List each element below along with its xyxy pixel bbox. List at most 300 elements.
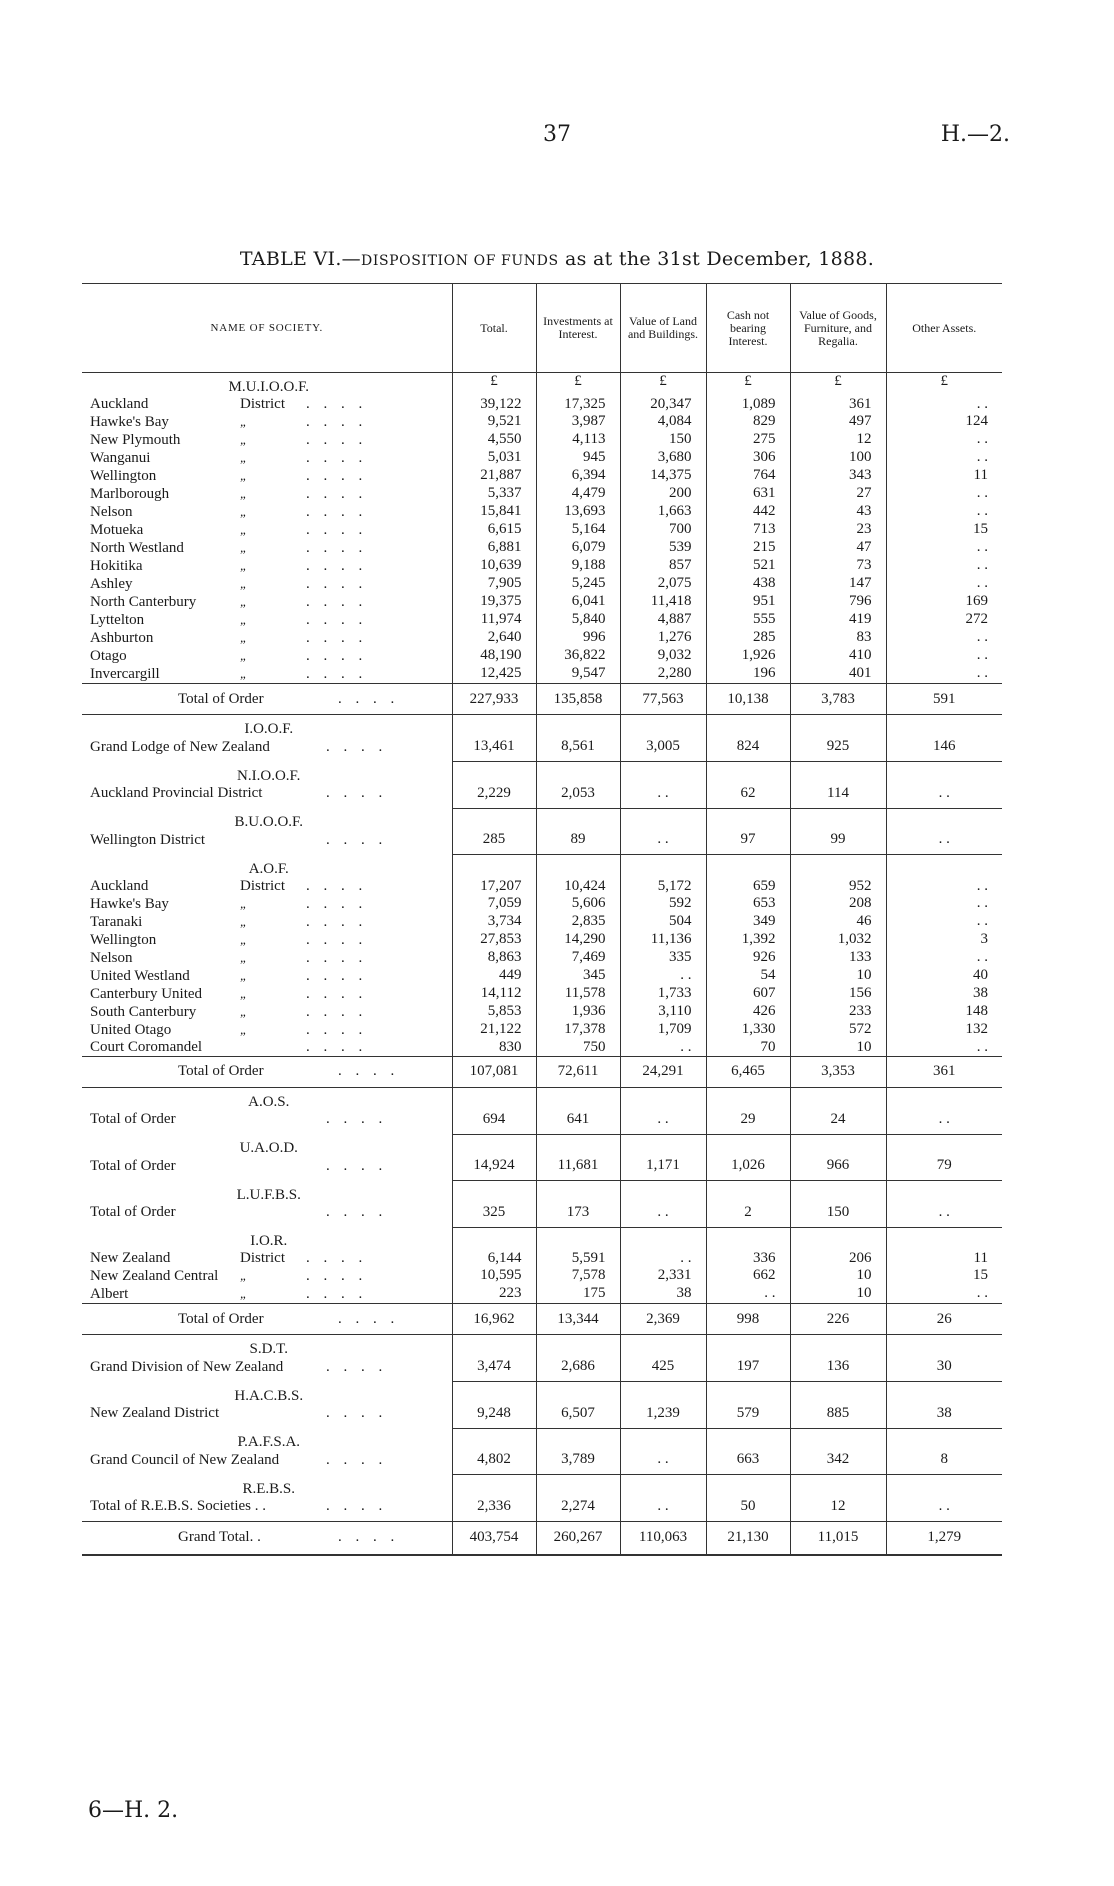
table-row [82, 485, 1002, 503]
society-name: Motueka [90, 522, 144, 538]
ditto-mark: „ [240, 540, 248, 555]
ditto-mark: „ [240, 522, 248, 537]
total-cell: 6,881 [452, 539, 536, 557]
other-cell: 3 [886, 931, 1002, 949]
total-cell: 5,853 [452, 1003, 536, 1021]
goods-cell: 208 [790, 895, 886, 913]
land-cell: 14,375 [620, 467, 706, 485]
table-row [82, 985, 1002, 1003]
total-cell: 403,754 [452, 1521, 536, 1555]
society-name-cell [82, 485, 452, 503]
leader-dots: . . . . [306, 985, 368, 1002]
leader-dots: . . . . [326, 1111, 388, 1127]
society-name-cell [82, 521, 452, 539]
society-name-cell [82, 1021, 452, 1039]
empty-cell [706, 808, 790, 831]
leader-dots: . . . . [306, 967, 368, 984]
cash-cell: 285 [706, 629, 790, 647]
goods-cell: 401 [790, 665, 886, 684]
leader-dots: . . . . [338, 1310, 400, 1327]
other-cell: . . [886, 539, 1002, 557]
total-cell: 5,337 [452, 485, 536, 503]
society-name-wrapper [90, 1359, 448, 1376]
land-cell: 110,063 [620, 1521, 706, 1555]
empty-cell [536, 808, 620, 831]
goods-cell: 47 [790, 539, 886, 557]
society-name-cell [82, 931, 452, 949]
empty-cell [886, 1428, 1002, 1451]
investments-cell: 5,164 [536, 521, 620, 539]
table-row [82, 1039, 1002, 1057]
investments-cell: 750 [536, 1039, 620, 1057]
total-label-cell [82, 1056, 452, 1087]
empty-cell [452, 1134, 536, 1157]
currency-unit: £ [452, 373, 536, 397]
cash-cell: 659 [706, 878, 790, 895]
society-name-cell [82, 557, 452, 575]
total-cell: 13,461 [452, 738, 536, 762]
table-row [82, 521, 1002, 539]
total-label-wrapper [178, 691, 448, 708]
empty-cell [536, 1335, 620, 1359]
investments-cell: 345 [536, 967, 620, 985]
investments-cell: 1,936 [536, 1003, 620, 1021]
single-society-row [82, 1405, 1002, 1429]
table-row [82, 1021, 1002, 1039]
society-name: Wellington [90, 931, 157, 948]
empty-cell [706, 762, 790, 785]
order-heading-row [82, 1428, 1002, 1451]
cash-cell: 764 [706, 467, 790, 485]
society-name-wrapper [90, 629, 448, 647]
total-cell: 2,640 [452, 629, 536, 647]
society-name-cell [82, 1204, 452, 1228]
empty-cell [452, 1475, 536, 1498]
order-name: P.A.F.S.A. [237, 1434, 301, 1450]
goods-cell: 796 [790, 593, 886, 611]
society-name: Wellington District [90, 831, 206, 848]
society-name-wrapper [90, 1111, 448, 1128]
order-heading-row [82, 808, 1002, 831]
society-name-cell [82, 593, 452, 611]
col-header-land: Value of Land and Buildings. [620, 284, 706, 373]
cash-cell: 275 [706, 431, 790, 449]
empty-cell [536, 1475, 620, 1498]
leader-dots: . . . . [306, 540, 368, 556]
land-cell: 857 [620, 557, 706, 575]
cash-cell: 336 [706, 1250, 790, 1267]
society-name: Hawke's Bay [90, 414, 169, 430]
ditto-mark: „ [240, 1268, 248, 1283]
total-cell: 830 [452, 1039, 536, 1057]
land-cell: 2,280 [620, 665, 706, 684]
table-row [82, 413, 1002, 431]
single-society-row [82, 1111, 1002, 1135]
total-label: Total of Order [178, 690, 264, 707]
society-name-wrapper [90, 1405, 448, 1422]
empty-cell [706, 1382, 790, 1405]
empty-cell [536, 1087, 620, 1111]
ditto-mark: „ [240, 985, 248, 1001]
goods-cell: 885 [790, 1405, 886, 1429]
order-heading-row [82, 1087, 1002, 1111]
empty-cell [536, 1181, 620, 1204]
empty-cell [790, 1087, 886, 1111]
goods-cell: 24 [790, 1111, 886, 1135]
investments-cell: 11,578 [536, 985, 620, 1003]
leader-dots: . . . . [306, 486, 368, 502]
goods-cell: 150 [790, 1204, 886, 1228]
leader-dots: . . . . [306, 931, 368, 948]
investments-cell: 5,606 [536, 895, 620, 913]
total-cell: 4,550 [452, 431, 536, 449]
total-of-order-row [82, 684, 1002, 715]
col-header-name: NAME OF SOCIETY. [82, 284, 452, 373]
goods-cell: 1,032 [790, 931, 886, 949]
land-cell: 335 [620, 949, 706, 967]
total-cell: 8,863 [452, 949, 536, 967]
land-cell: 9,032 [620, 647, 706, 665]
order-name: A.O.F. [248, 860, 289, 877]
leader-dots: . . . . [306, 594, 368, 610]
empty-cell [620, 1475, 706, 1498]
land-cell: 1,239 [620, 1405, 706, 1429]
leader-dots: . . . . [306, 913, 368, 930]
society-name-cell [82, 1111, 452, 1135]
society-name: Auckland [90, 396, 149, 412]
total-cell: 3,474 [452, 1358, 536, 1382]
goods-cell: 233 [790, 1003, 886, 1021]
cash-cell: 2 [706, 1204, 790, 1228]
empty-cell [536, 855, 620, 878]
col-header-investments: Investments at Interest. [536, 284, 620, 373]
other-cell: 169 [886, 593, 1002, 611]
total-cell: 9,521 [452, 413, 536, 431]
leader-dots: . . . . [338, 690, 400, 707]
ditto-mark: „ [240, 1286, 248, 1301]
leader-dots: . . . . [326, 1497, 388, 1514]
goods-cell: 27 [790, 485, 886, 503]
land-cell: . . [620, 1250, 706, 1267]
leader-dots: . . . . [306, 877, 368, 894]
society-name-wrapper [90, 895, 448, 913]
cash-cell: 197 [706, 1358, 790, 1382]
society-name: Canterbury United [90, 985, 203, 1002]
order-name: U.A.O.D. [239, 1140, 298, 1156]
society-name: Grand Lodge of New Zealand [90, 738, 270, 755]
header-row [82, 284, 1002, 373]
empty-cell [620, 1227, 706, 1250]
other-cell: 272 [886, 611, 1002, 629]
table-title [0, 248, 1114, 270]
society-name: Nelson [90, 504, 133, 520]
society-name-wrapper [90, 1452, 448, 1469]
society-name-cell [82, 1405, 452, 1429]
society-name: South Canterbury [90, 1003, 197, 1020]
land-cell: 20,347 [620, 396, 706, 413]
leader-dots: . . . . [306, 432, 368, 448]
cash-cell: 926 [706, 949, 790, 967]
goods-cell: 410 [790, 647, 886, 665]
land-cell: 539 [620, 539, 706, 557]
society-name-cell [82, 913, 452, 931]
total-cell: 14,924 [452, 1157, 536, 1181]
empty-cell [620, 762, 706, 785]
society-name-cell [82, 895, 452, 913]
society-name: Total of Order [90, 1111, 176, 1127]
land-cell: 4,084 [620, 413, 706, 431]
total-cell: 6,615 [452, 521, 536, 539]
leader-dots: . . . . [306, 1250, 368, 1266]
cash-cell: 607 [706, 985, 790, 1003]
land-cell: 504 [620, 913, 706, 931]
goods-cell: 925 [790, 738, 886, 762]
leader-dots: . . . . [326, 831, 388, 848]
leader-dots: . . . . [306, 630, 368, 646]
cash-cell: 10,138 [706, 684, 790, 715]
ditto-mark: „ [240, 576, 248, 591]
investments-cell: 6,507 [536, 1405, 620, 1429]
investments-cell: 14,290 [536, 931, 620, 949]
society-name: Albert [90, 1286, 129, 1302]
goods-cell: 966 [790, 1157, 886, 1181]
table-row [82, 449, 1002, 467]
table-row [82, 1003, 1002, 1021]
empty-cell [452, 1181, 536, 1204]
total-cell: 12,425 [452, 665, 536, 684]
cash-cell: 349 [706, 913, 790, 931]
empty-cell [620, 808, 706, 831]
society-name: Court Coromandel [90, 1038, 203, 1055]
table-row [82, 1267, 1002, 1285]
society-name-cell [82, 1451, 452, 1475]
society-name-cell [82, 647, 452, 665]
empty-cell [620, 1181, 706, 1204]
society-name-wrapper [90, 832, 448, 849]
society-name-cell [82, 831, 452, 855]
empty-cell [706, 1181, 790, 1204]
investments-cell: 135,858 [536, 684, 620, 715]
currency-unit: £ [886, 373, 1002, 397]
society-name-wrapper [90, 485, 448, 503]
society-name-cell [82, 575, 452, 593]
investments-cell: 13,693 [536, 503, 620, 521]
other-cell: . . [886, 1204, 1002, 1228]
goods-cell: 11,015 [790, 1521, 886, 1555]
total-of-order-row [82, 1304, 1002, 1335]
single-society-row [82, 1358, 1002, 1382]
society-name-wrapper [90, 1021, 448, 1039]
district-word: District [240, 396, 285, 412]
ditto-mark: „ [240, 931, 248, 947]
goods-cell: 10 [790, 1285, 886, 1304]
society-name-cell [82, 1157, 452, 1181]
goods-cell: 114 [790, 785, 886, 809]
order-heading-row [82, 1335, 1002, 1359]
other-cell: . . [886, 449, 1002, 467]
society-name-cell [82, 665, 452, 684]
empty-cell [886, 1134, 1002, 1157]
society-name: New Zealand District [90, 1405, 220, 1421]
other-cell: 124 [886, 413, 1002, 431]
empty-cell [620, 1428, 706, 1451]
single-society-row [82, 1204, 1002, 1228]
order-heading-row [82, 373, 1002, 397]
investments-cell: 10,424 [536, 878, 620, 895]
total-cell: 2,336 [452, 1498, 536, 1522]
society-name: Total of R.E.B.S. Societies . . [90, 1497, 267, 1514]
leader-dots: . . . . [306, 468, 368, 484]
leader-dots: . . . . [306, 1003, 368, 1020]
other-cell: 1,279 [886, 1521, 1002, 1555]
empty-cell [452, 855, 536, 878]
total-cell: 223 [452, 1285, 536, 1304]
col-header-other: Other Assets. [886, 284, 1002, 373]
society-name-cell [82, 539, 452, 557]
land-cell: 1,276 [620, 629, 706, 647]
empty-cell [536, 1428, 620, 1451]
investments-cell: 4,113 [536, 431, 620, 449]
order-name: B.U.O.O.F. [234, 814, 303, 830]
empty-cell [452, 1428, 536, 1451]
leader-dots: . . . . [338, 1529, 400, 1545]
goods-cell: 3,783 [790, 684, 886, 715]
land-cell: . . [620, 1204, 706, 1228]
society-name-cell [82, 431, 452, 449]
leader-dots: . . . . [306, 1038, 368, 1055]
empty-cell [790, 1227, 886, 1250]
society-name-wrapper [90, 449, 448, 467]
empty-cell [706, 1227, 790, 1250]
goods-cell: 361 [790, 396, 886, 413]
cash-cell: 951 [706, 593, 790, 611]
leader-dots: . . . . [326, 1157, 388, 1174]
society-name-wrapper [90, 611, 448, 629]
empty-cell [886, 855, 1002, 878]
other-cell: 146 [886, 738, 1002, 762]
order-name: L.U.F.B.S. [236, 1186, 301, 1203]
other-cell: . . [886, 949, 1002, 967]
cash-cell: 662 [706, 1267, 790, 1285]
empty-cell [452, 808, 536, 831]
other-cell: . . [886, 1498, 1002, 1522]
total-cell: 694 [452, 1111, 536, 1135]
land-cell: 2,369 [620, 1304, 706, 1335]
cash-cell: 29 [706, 1111, 790, 1135]
society-name-cell [82, 1003, 452, 1021]
investments-cell: 945 [536, 449, 620, 467]
total-label-cell [82, 1304, 452, 1335]
society-name-wrapper [90, 647, 448, 665]
society-name-wrapper [90, 739, 448, 756]
table-row [82, 629, 1002, 647]
empty-cell [706, 1134, 790, 1157]
total-cell: 7,059 [452, 895, 536, 913]
empty-cell [886, 1227, 1002, 1250]
total-cell: 6,144 [452, 1250, 536, 1267]
society-name-wrapper [90, 931, 448, 949]
empty-cell [452, 1087, 536, 1111]
cash-cell: 306 [706, 449, 790, 467]
other-cell: 26 [886, 1304, 1002, 1335]
cash-cell: 555 [706, 611, 790, 629]
total-cell: 27,853 [452, 931, 536, 949]
empty-cell [536, 715, 620, 739]
cash-cell: 215 [706, 539, 790, 557]
table-body [82, 373, 1002, 1555]
ditto-mark: „ [240, 612, 248, 627]
total-cell: 107,081 [452, 1056, 536, 1087]
investments-cell: 173 [536, 1204, 620, 1228]
empty-cell [536, 762, 620, 785]
order-heading-row [82, 1181, 1002, 1204]
leader-dots: . . . . [306, 558, 368, 574]
page-footer: 6—H. 2. [88, 1798, 179, 1823]
society-name: Grand Division of New Zealand [90, 1358, 284, 1375]
goods-cell: 136 [790, 1358, 886, 1382]
table-row [82, 913, 1002, 931]
other-cell: 40 [886, 967, 1002, 985]
leader-dots: . . . . [306, 576, 368, 592]
society-name: Nelson [90, 949, 133, 966]
empty-cell [706, 855, 790, 878]
cash-cell: 1,330 [706, 1021, 790, 1039]
empty-cell [620, 715, 706, 739]
funds-table [82, 283, 1002, 1556]
land-cell: . . [620, 785, 706, 809]
cash-cell: 438 [706, 575, 790, 593]
investments-cell: 5,840 [536, 611, 620, 629]
investments-cell: 9,188 [536, 557, 620, 575]
cash-cell: 713 [706, 521, 790, 539]
society-name: Otago [90, 648, 127, 664]
land-cell: 2,331 [620, 1267, 706, 1285]
society-name: Taranaki [90, 913, 143, 930]
land-cell: . . [620, 831, 706, 855]
other-cell: . . [886, 1039, 1002, 1057]
investments-cell: 11,681 [536, 1157, 620, 1181]
empty-cell [790, 1335, 886, 1359]
total-cell: 14,112 [452, 985, 536, 1003]
investments-cell: 5,245 [536, 575, 620, 593]
society-name: Lyttelton [90, 612, 145, 628]
order-heading-row [82, 715, 1002, 739]
col-header-cash: Cash not bearing Interest. [706, 284, 790, 373]
land-cell: 592 [620, 895, 706, 913]
order-name: R.E.B.S. [242, 1480, 295, 1497]
cash-cell: 998 [706, 1304, 790, 1335]
cash-cell: 50 [706, 1498, 790, 1522]
ditto-mark: „ [240, 895, 248, 911]
other-cell: . . [886, 785, 1002, 809]
society-name-cell [82, 503, 452, 521]
empty-cell [536, 1382, 620, 1405]
goods-cell: 46 [790, 913, 886, 931]
society-name-wrapper [90, 413, 448, 431]
total-cell: 9,248 [452, 1405, 536, 1429]
society-name: Grand Council of New Zealand [90, 1451, 280, 1468]
society-name-wrapper [90, 1498, 448, 1515]
total-cell: 285 [452, 831, 536, 855]
leader-dots: . . . . [306, 1286, 368, 1302]
other-cell: . . [886, 431, 1002, 449]
table-row [82, 503, 1002, 521]
leader-dots: . . . . [306, 1021, 368, 1038]
investments-cell: 6,394 [536, 467, 620, 485]
goods-cell: 10 [790, 967, 886, 985]
investments-cell: 36,822 [536, 647, 620, 665]
other-cell: 361 [886, 1056, 1002, 1087]
